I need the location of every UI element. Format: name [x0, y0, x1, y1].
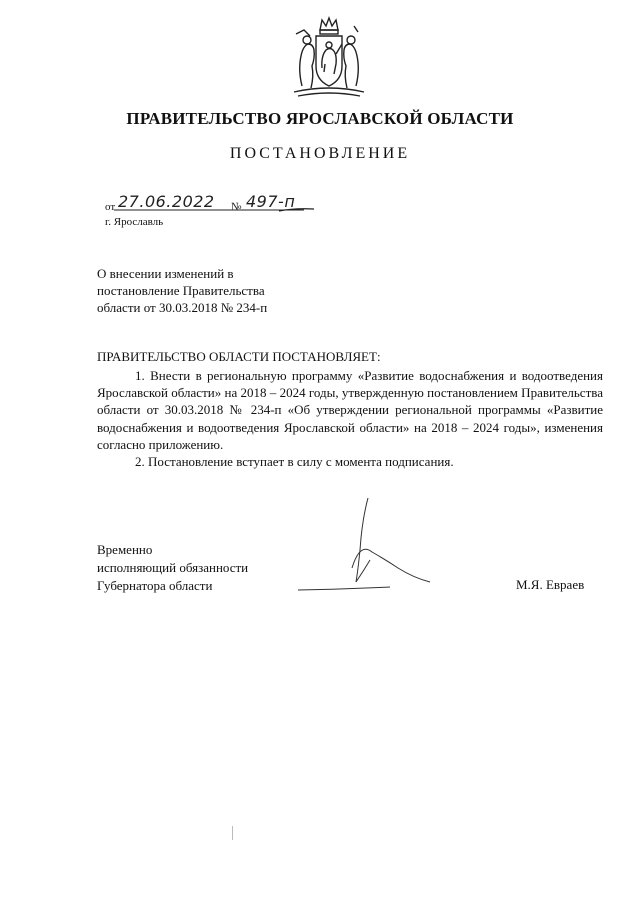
signer-title-line: исполняющий обязанности	[97, 560, 249, 575]
coat-of-arms-emblem	[284, 14, 374, 104]
document-type: ПОСТАНОВЛЕНИЕ	[229, 145, 411, 162]
subject-line: постановление Правительства	[97, 283, 265, 298]
date-underline	[104, 205, 324, 215]
scan-mark	[232, 826, 233, 840]
document-subject	[97, 265, 267, 316]
date-prefix: от	[105, 201, 116, 213]
number-handwritten: 497-п	[246, 192, 296, 211]
resolution-body	[97, 367, 603, 470]
signer-title-line: Временно	[97, 542, 153, 557]
government-title: ПРАВИТЕЛЬСТВО ЯРОСЛАВСКОЙ ОБЛАСТИ	[126, 109, 514, 128]
paragraph-1: 1. Внести в региональную программу «Развитие водоснабжения и водоотведения Ярославской области» на 2018 – 2024 годы, утвержденную постановлением Правительства области от 30.03.2018 № 234-п «Об утверждении региональной программы «Развитие водоснабжения и водоотведения Ярославской области» на 2018 – 2024 годы», изменения согласно приложению.	[97, 368, 603, 452]
number-prefix: №	[231, 201, 242, 213]
paragraph-2: 2. Постановление вступает в силу с момента подписания.	[135, 454, 454, 470]
signer-title	[97, 541, 248, 595]
subject-line: области от 30.03.2018 № 234-п	[97, 300, 268, 315]
signer-title-line: Губернатора области	[97, 578, 213, 593]
signer-name: М.Я. Евраев	[516, 577, 585, 592]
handwritten-signature	[290, 490, 450, 600]
city: г. Ярославль	[105, 216, 164, 228]
date-handwritten: 27.06.2022	[118, 192, 215, 211]
resolves-heading: ПРАВИТЕЛЬСТВО ОБЛАСТИ ПОСТАНОВЛЯЕТ:	[97, 349, 381, 364]
subject-line: О внесении изменений в	[97, 266, 234, 281]
